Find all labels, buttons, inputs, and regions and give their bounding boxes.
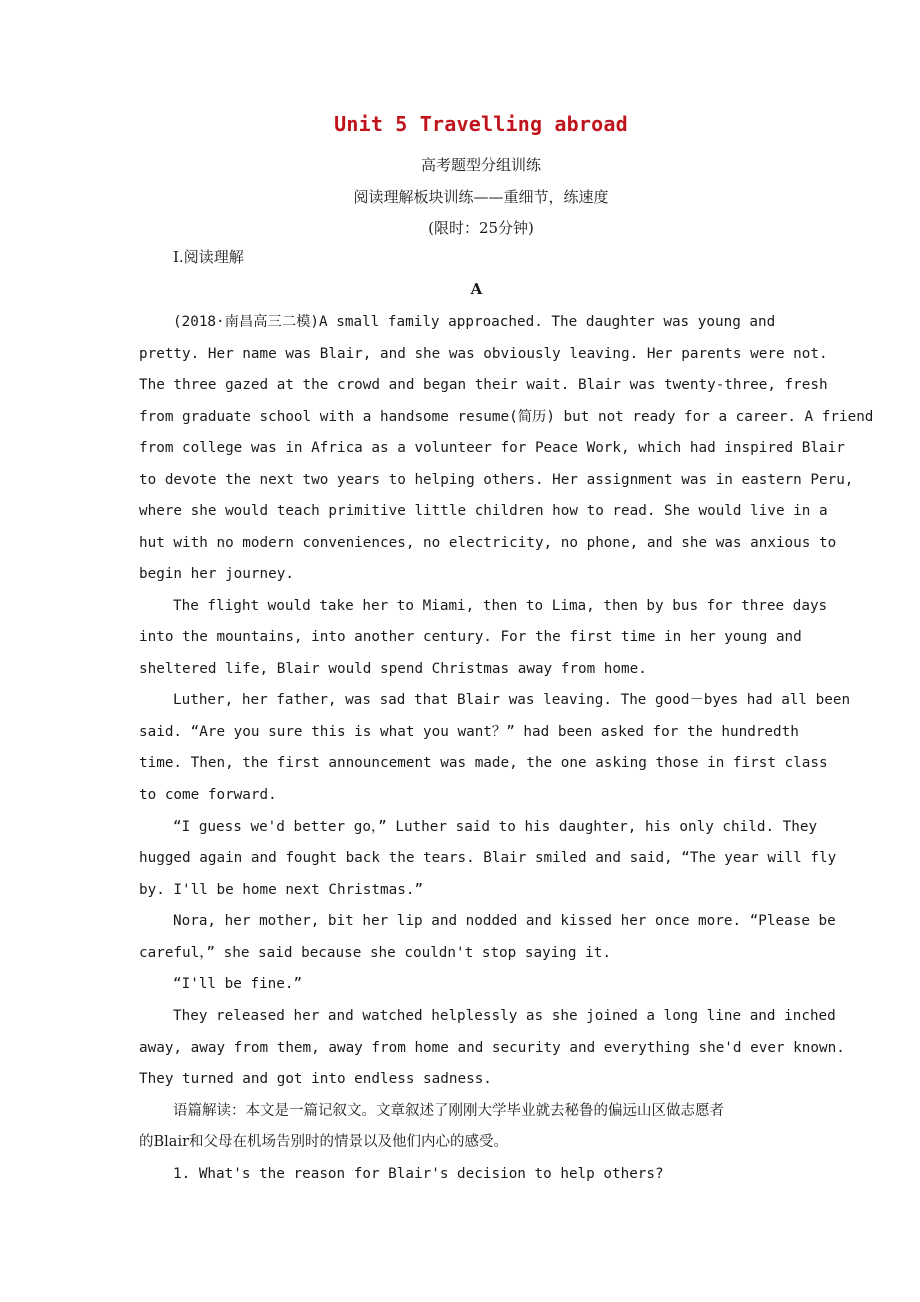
passage-line: where she would teach primitive little children how to read. She would live in a — [139, 503, 828, 519]
passage-line: “I'll be fine.” — [173, 976, 303, 992]
question-1: 1. What's the reason for Blair's decision to help others? — [173, 1166, 664, 1182]
passage-line: away, away from them, away from home and security and everything she'd ever known. — [139, 1040, 845, 1056]
passage-line: begin her journey. — [139, 566, 294, 582]
section-heading: Ⅰ.阅读理解 — [173, 248, 244, 266]
analysis-line: 语篇解读：本文是一篇记叙文。文章叙述了刚刚大学毕业就去秘鲁的偏远山区做志愿者 — [173, 1103, 724, 1119]
passage-line: They turned and got into endless sadness. — [139, 1071, 492, 1087]
time-limit: (限时：25分钟) — [428, 219, 534, 237]
passage-line: to devote the next two years to helping others. Her assignment was in eastern Peru, — [139, 472, 854, 488]
passage-line: They released her and watched helplessly as she joined a long line and inched — [173, 1008, 836, 1024]
passage-line: by. I'll be home next Christmas.” — [139, 882, 424, 898]
analysis-line: 的Blair和父母在机场告别时的情景以及他们内心的感受。 — [139, 1134, 509, 1150]
passage-line: from college was in Africa as a volunteer for Peace Work, which had inspired Blair — [139, 440, 845, 456]
subtitle-exam-training: 高考题型分组训练 — [420, 156, 541, 174]
passage-line: “I guess we'd better go，” Luther said to his daughter, his only child. They — [173, 819, 818, 835]
passage-line: from graduate school with a handsome resume(简历) but not ready for a career. A friend — [139, 409, 874, 425]
passage-line: careful，” she said because she couldn't stop saying it. — [139, 945, 611, 961]
passage-line: into the mountains, into another century. For the first time in her young and — [139, 629, 802, 645]
passage-line: pretty. Her name was Blair, and she was obviously leaving. Her parents were not. — [139, 346, 828, 362]
passage-line: said. “Are you sure this is what you want？” had been asked for the hundredth — [139, 724, 799, 740]
page-title: Unit 5 Travelling abroad — [334, 112, 628, 136]
passage-line: The flight would take her to Miami, then to Lima, then by bus for three days — [173, 598, 828, 614]
passage-line: Luther, her father, was sad that Blair was leaving. The good－byes had all been — [173, 692, 851, 708]
passage-label: A — [470, 280, 483, 298]
subtitle-reading-module: 阅读理解板块训练——重细节，练速度 — [353, 188, 609, 206]
passage-line: The three gazed at the crowd and began their wait. Blair was twenty-three, fresh — [139, 377, 828, 393]
passage-line: Nora, her mother, bit her lip and nodded and kissed her once more. “Please be — [173, 913, 836, 929]
passage-line: (2018·南昌高三二模)A small family approached. The daughter was young and — [173, 314, 776, 330]
passage-line: to come forward. — [139, 787, 277, 803]
passage-line: time. Then, the first announcement was made, the one asking those in first class — [139, 755, 828, 771]
passage-line: sheltered life, Blair would spend Christmas away from home. — [139, 661, 647, 677]
passage-line: hugged again and fought back the tears. Blair smiled and said, “The year will fly — [139, 850, 837, 866]
passage-line: hut with no modern conveniences, no electricity, no phone, and she was anxious to — [139, 535, 837, 551]
